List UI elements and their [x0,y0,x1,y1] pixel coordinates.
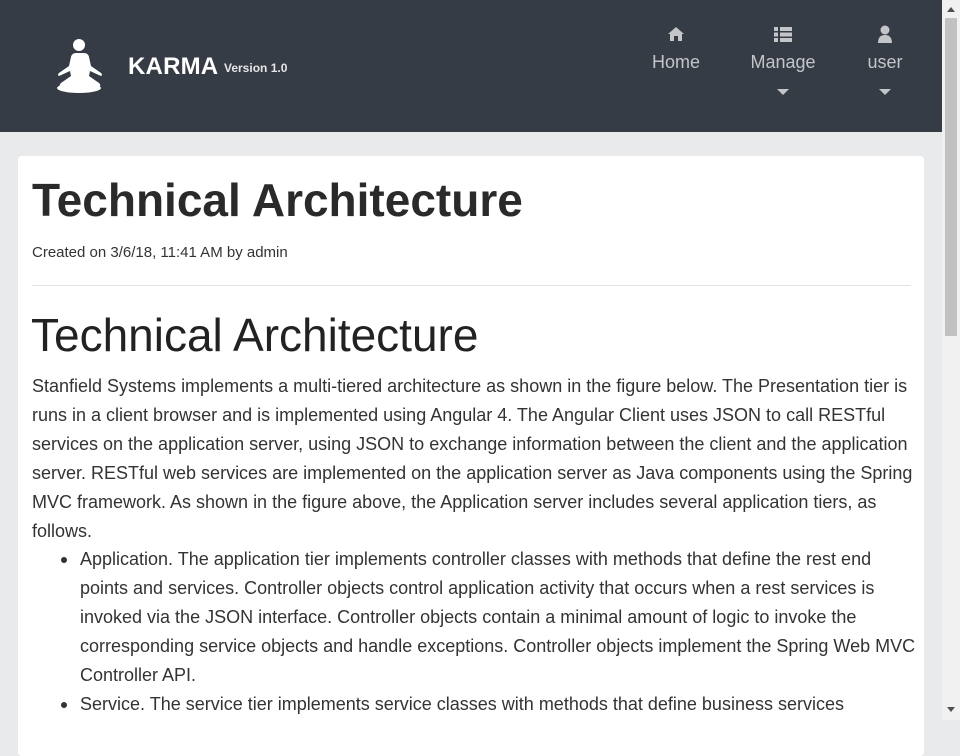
nav-home-label: Home [651,52,700,72]
nav-user[interactable] [862,24,908,95]
meditation-figure-icon[interactable] [52,38,106,94]
tier-list [80,545,916,719]
list-icon [773,24,793,44]
brand-name[interactable]: KARMA [128,53,219,80]
brand-version: Version 1.0 [224,61,288,75]
page-meta: Created on 3/6/18, 11:41 AM by admin [32,244,288,261]
list-item [80,690,916,719]
scroll-down-icon[interactable] [947,707,955,712]
nav-manage[interactable] [746,24,820,95]
list-item-text: Application. The application tier implements controller classes with methods that define the rest end points and services. Controller objects control application activity that occurs when a rest services is invoked via the JSON interface. Controller objects contain a minimal amount of logic to invoke the corresponding service objects and handle exceptions. Controller objects implement the Spring Web MVC Controller API. [80,549,916,685]
scroll-up-icon[interactable] [947,7,955,12]
page-title: Technical Architecture [32,174,523,226]
bullet-icon [61,557,67,563]
home-icon [666,24,686,44]
vertical-scrollbar[interactable] [942,0,960,720]
content-card [18,156,924,756]
intro-paragraph: Stanfield Systems implements a multi-tiered architecture as shown in the figure below. The Presentation tier is runs in a client browser and is implemented using Angular 4. The Angular Client uses JSON to call RESTful services on the application server, using JSON to exchange information between the client and the application server. RESTful web services are implemented on the application server as Java components using the Spring MVC framework. As shown in the figure above, the Application server includes several application tiers, as follows. [32,376,913,541]
nav-manage-label: Manage [750,52,816,72]
chevron-down-icon [879,89,891,95]
divider [32,285,911,286]
nav-user-label: user [867,52,903,72]
user-icon [875,24,895,44]
chevron-down-icon [777,89,789,95]
top-navbar [0,0,942,132]
list-item [80,545,916,690]
list-item-text: Service. The service tier implements service classes with methods that define business services [80,694,844,714]
bullet-icon [61,702,67,708]
scroll-thumb[interactable] [945,18,957,336]
nav-home[interactable] [648,24,704,73]
content-heading: Technical Architecture [31,309,479,361]
